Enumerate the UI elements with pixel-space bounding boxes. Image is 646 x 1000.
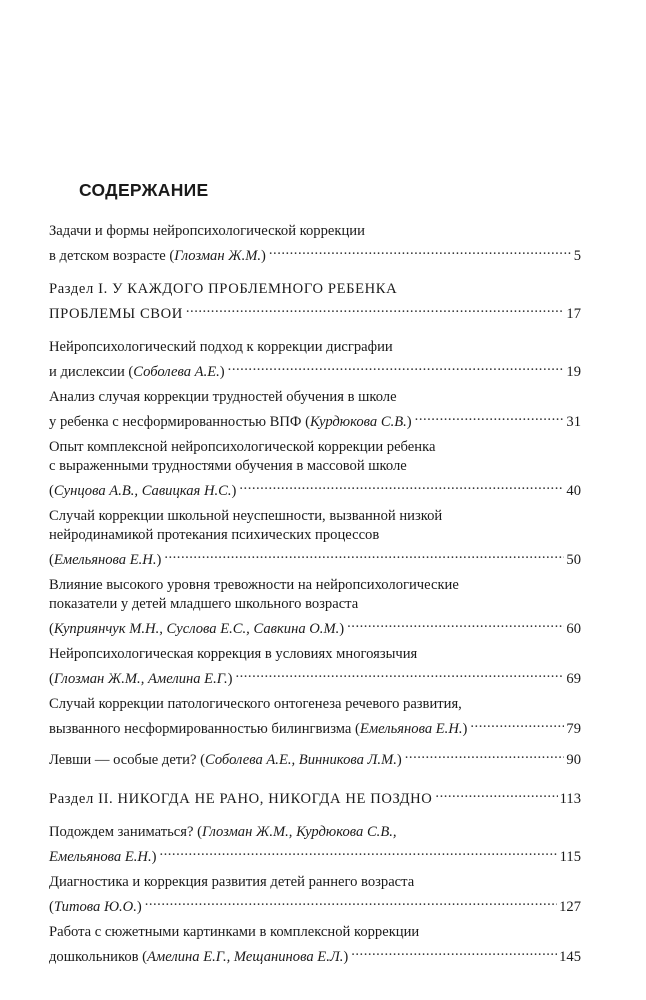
toc-page-number: 17 bbox=[566, 306, 581, 322]
toc-entry bbox=[49, 438, 581, 501]
toc-entry-line: нейродинамикой протекания психических процессов bbox=[49, 527, 380, 543]
toc-entry-author: Глозман Ж.М., Курдюкова С.В., bbox=[201, 824, 397, 840]
toc-entry bbox=[49, 222, 581, 266]
toc-entry-line: Анализ случая коррекции трудностей обучения в школе bbox=[49, 389, 397, 405]
toc-entry-author: Титова Ю.О. bbox=[53, 899, 137, 915]
toc-page-number: 90 bbox=[566, 752, 581, 768]
toc-entry-author: Емельянова Е.Н. bbox=[49, 849, 152, 865]
dot-leader bbox=[145, 892, 557, 911]
dot-leader bbox=[470, 714, 564, 733]
toc-entry bbox=[49, 695, 581, 739]
toc-entry bbox=[49, 645, 581, 689]
toc-entry-text: ( bbox=[49, 552, 54, 568]
toc-page-number: 31 bbox=[566, 414, 581, 430]
table-of-contents bbox=[49, 222, 581, 967]
toc-entry-text: вызванного несформированностью билингвизма ( bbox=[49, 721, 360, 737]
toc-entry-text: Раздел II. НИКОГДА НЕ РАНО, НИКОГДА НЕ ПОЗДНО bbox=[49, 791, 433, 807]
dot-leader bbox=[228, 357, 565, 376]
toc-page-number: 60 bbox=[566, 621, 581, 637]
toc-entry-text: Левши — особые дети? ( bbox=[49, 752, 205, 768]
toc-entry-last-line: Емельянова Е.Н.) ..... 115 bbox=[49, 842, 581, 867]
toc-entry-line: Нейропсихологическая коррекция в условиях многоязычия bbox=[49, 646, 418, 662]
toc-entry-author: Амелина Е.Г., Мещанинова Е.Л. bbox=[147, 949, 344, 965]
toc-page-number: 113 bbox=[559, 791, 581, 807]
toc-entry-author: Емельянова Е.Н. bbox=[53, 552, 157, 568]
toc-entry-line: Опыт комплексной нейропсихологической коррекции ребенка bbox=[49, 439, 436, 455]
toc-entry-author: Куприянчук М.Н., Суслова Е.С., Савкина О.М. bbox=[53, 621, 340, 637]
toc-entry-last-line: и дислексии (Соболева А.Е.) ..... 19 bbox=[49, 357, 581, 382]
toc-entry-text: у ребенка с несформированностью ВПФ ( bbox=[49, 414, 310, 430]
toc-page-number: 127 bbox=[559, 899, 581, 915]
toc-entry-last-line: у ребенка с несформированностью ВПФ (Курдюкова С.В.) ..... 31 bbox=[49, 407, 581, 432]
toc-entry-last-line: (Сунцова А.В., Савицкая Н.С.) ..... 40 bbox=[49, 476, 581, 501]
toc-entry-text: ( bbox=[49, 899, 54, 915]
page-title: СОДЕРЖАНИЕ bbox=[79, 180, 209, 200]
toc-entry bbox=[49, 388, 581, 432]
dot-leader bbox=[164, 545, 564, 564]
toc-entry-text: ( bbox=[49, 671, 54, 687]
toc-entry-author: Емельянова Е.Н. bbox=[359, 721, 463, 737]
toc-entry-last-line: (Куприянчук М.Н., Суслова Е.С., Савкина О.М.) ..... 60 bbox=[49, 614, 581, 639]
dot-leader bbox=[435, 784, 557, 803]
toc-entry-last-line bbox=[49, 784, 581, 809]
toc-section-heading bbox=[49, 280, 581, 324]
toc-entry bbox=[49, 873, 581, 917]
dot-leader bbox=[351, 942, 557, 961]
toc-page-number: 115 bbox=[559, 849, 581, 865]
toc-entry-line: Случай коррекции школьной неуспешности, вызванной низкой bbox=[49, 508, 443, 524]
toc-entry-line: Подождем заниматься? (Глозман Ж.М., Курдюкова С.В., bbox=[49, 824, 397, 840]
toc-page-number: 19 bbox=[566, 364, 581, 380]
toc-entry-last-line: дошкольников (Амелина Е.Г., Мещанинова Е.Л.) ..... 145 bbox=[49, 942, 581, 967]
dot-leader bbox=[269, 241, 572, 260]
dot-leader bbox=[235, 664, 564, 683]
toc-entry-line: показатели у детей младшего школьного возраста bbox=[49, 596, 359, 612]
toc-entry-author: Глозман Ж.М., Амелина Е.Г. bbox=[53, 671, 228, 687]
toc-entry bbox=[49, 338, 581, 382]
toc-entry bbox=[49, 745, 581, 770]
dot-leader bbox=[239, 476, 564, 495]
toc-entry bbox=[49, 923, 581, 967]
toc-entry-text: ПРОБЛЕМЫ СВОИ bbox=[49, 306, 183, 322]
dot-leader bbox=[415, 407, 565, 426]
toc-entry-line: Нейропсихологический подход к коррекции дисграфии bbox=[49, 339, 393, 355]
toc-entry-line: Раздел I. У КАЖДОГО ПРОБЛЕМНОГО РЕБЕНКА bbox=[49, 281, 398, 297]
dot-leader bbox=[347, 614, 564, 633]
toc-entry-last-line: (Глозман Ж.М., Амелина Е.Г.) ..... 69 bbox=[49, 664, 581, 689]
toc-page-number: 5 bbox=[573, 248, 581, 264]
toc-entry-author: Курдюкова С.В. bbox=[309, 414, 407, 430]
toc-entry-author: Сунцова А.В., Савицкая Н.С. bbox=[53, 483, 232, 499]
toc-page-number: 145 bbox=[559, 949, 581, 965]
toc-entry-text: ( bbox=[49, 621, 54, 637]
dot-leader bbox=[405, 745, 565, 764]
toc-entry-line: Влияние высокого уровня тревожности на нейропсихологические bbox=[49, 577, 459, 593]
toc-entry-line: с выраженными трудностями обучения в массовой школе bbox=[49, 458, 407, 474]
toc-entry-last-line bbox=[49, 299, 581, 324]
toc-page-number: 40 bbox=[566, 483, 581, 499]
toc-entry-last-line: в детском возрасте (Глозман Ж.М.) ..... 5 bbox=[49, 241, 581, 266]
toc-entry-line: Задачи и формы нейропсихологической коррекции bbox=[49, 223, 365, 239]
dot-leader bbox=[186, 299, 565, 318]
toc-page-number: 79 bbox=[566, 721, 581, 737]
toc-entry-last-line: (Титова Ю.О.) ..... 127 bbox=[49, 892, 581, 917]
toc-entry-text: и дислексии ( bbox=[49, 364, 134, 380]
toc-entry-text: в детском возрасте ( bbox=[49, 248, 175, 264]
toc-page-number: 50 bbox=[566, 552, 581, 568]
toc-section-heading bbox=[49, 784, 581, 809]
toc-entry-author: Соболева А.Е., Винникова Л.М. bbox=[204, 752, 397, 768]
toc-entry-last-line: Левши — особые дети? (Соболева А.Е., Винникова Л.М.) ..... 90 bbox=[49, 745, 581, 770]
toc-page-number: 69 bbox=[566, 671, 581, 687]
toc-entry-line: Работа с сюжетными картинками в комплексной коррекции bbox=[49, 924, 420, 940]
toc-entry-line: Случай коррекции патологического онтогенеза речевого развития, bbox=[49, 696, 462, 712]
toc-entry bbox=[49, 823, 581, 867]
toc-entry-author: Соболева А.Е. bbox=[133, 364, 220, 380]
toc-entry bbox=[49, 507, 581, 570]
toc-entry-last-line: (Емельянова Е.Н.) ..... 50 bbox=[49, 545, 581, 570]
dot-leader bbox=[159, 842, 557, 861]
toc-entry-author: Глозман Ж.М. bbox=[174, 248, 262, 264]
toc-entry bbox=[49, 576, 581, 639]
toc-entry-last-line: вызванного несформированностью билингвизма (Емельянова Е.Н.) ..... 79 bbox=[49, 714, 581, 739]
toc-entry-text: дошкольников ( bbox=[49, 949, 148, 965]
toc-entry-text: ( bbox=[49, 483, 54, 499]
toc-entry-line: Диагностика и коррекция развития детей раннего возраста bbox=[49, 874, 415, 890]
